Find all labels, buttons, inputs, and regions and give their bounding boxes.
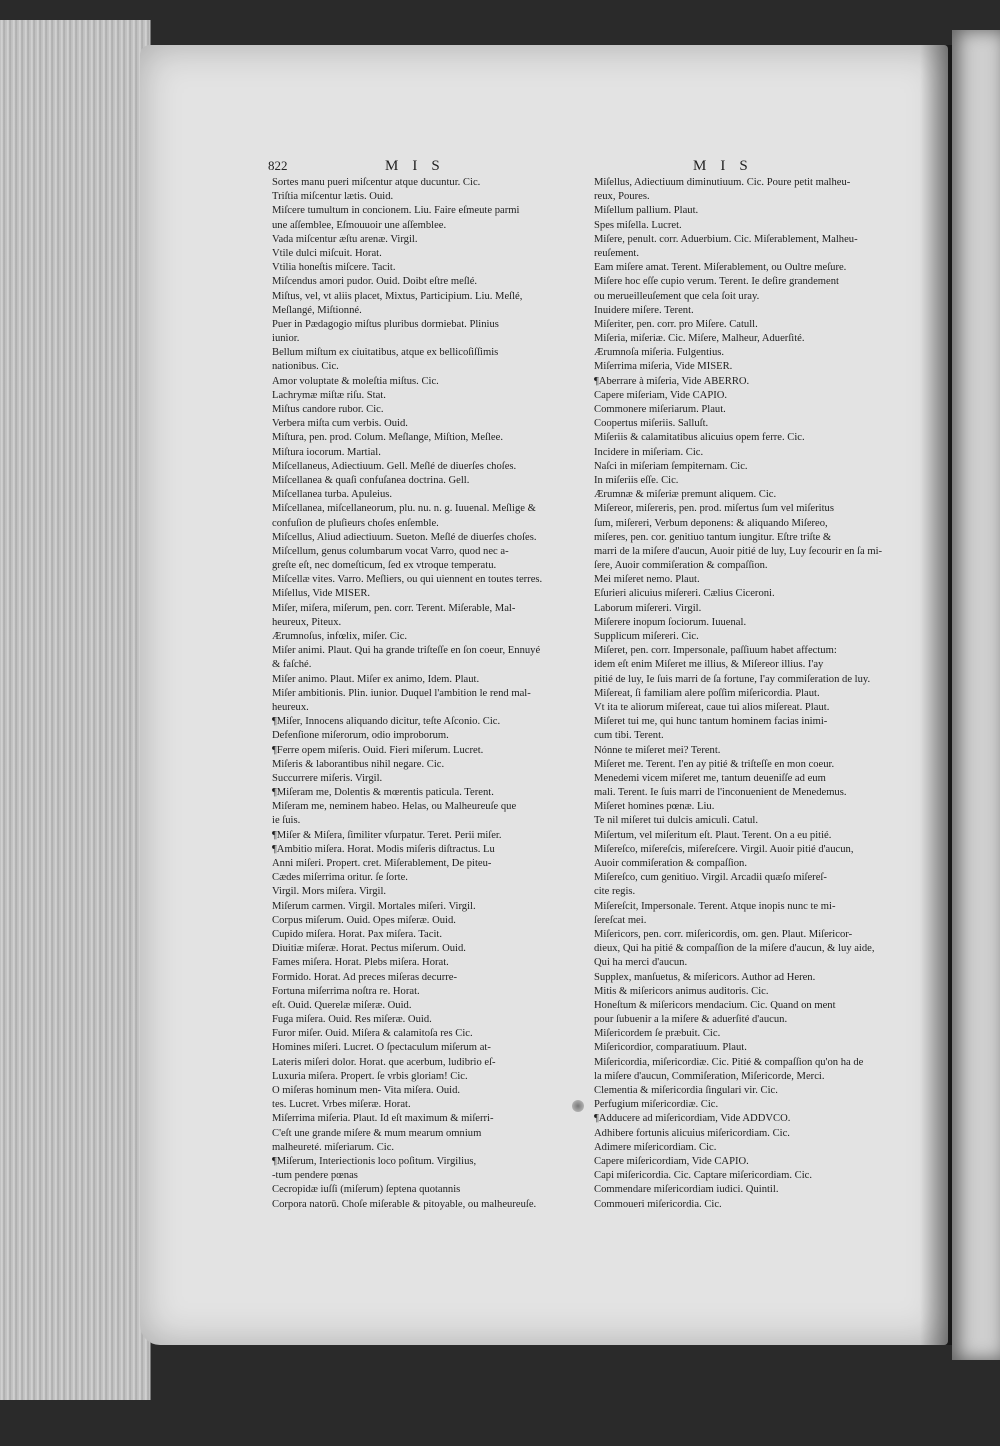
right-column-line: Miſereſcit, Impersonale. Terent. Atque inopis nunc te mi- [594, 900, 836, 912]
left-column-line: heureux, Piteux. [272, 616, 342, 628]
left-column-line: Corpus miſerum. Ouid. Opes miſeræ. Ouid. [272, 914, 456, 926]
left-column-line: ¶Miſeram me, Dolentis & mœrentis paticula. Terent. [272, 787, 494, 799]
left-column-line: Meſlangé, Miſtionné. [272, 304, 362, 316]
left-column-line: Sortes manu pueri miſcentur atque ducuntur. Cic. [272, 177, 481, 188]
left-column-line: Miſeram me, neminem habeo. Helas, ou Malheureuſe que [272, 801, 517, 813]
right-column-line: Miſereat, ſi familiam alere poſſim miſericordia. Plaut. [594, 687, 820, 699]
right-column-line: Capi miſericordia. Cic. Captare miſericordiam. Cic. [594, 1170, 812, 1182]
left-column-line: Triſtia miſcentur lætis. Ouid. [272, 191, 394, 203]
left-column-line: Miſer animo. Plaut. Miſer ex animo, Idem. Plaut. [272, 673, 480, 685]
right-column-line: Miſeria, miſeriæ. Cic. Miſere, Malheur, Aduerſité. [594, 333, 805, 345]
right-column-line: Miſericors, pen. corr. miſericordis, om. gen. Plaut. Miſericor- [594, 928, 853, 940]
left-column-line: Miſerrima miſeria. Plaut. Id eſt maximum & miſerri- [272, 1113, 494, 1125]
right-column-line: Supplicum miſereri. Cic. [594, 631, 699, 642]
right-column-line: Miſeret, pen. corr. Impersonale, paſſiuum habet affectum: [594, 645, 837, 657]
left-column-line: Miſtura, pen. prod. Colum. Meſlange, Miſtion, Meſlee. [272, 432, 503, 444]
left-column-line: malheureté. miſeriarum. Cic. [272, 1141, 395, 1153]
left-column-line: Fortuna miſerrima noſtra re. Horat. [272, 985, 420, 997]
right-column-line: idem eſt enim Miſeret me illius, & Miſereor illius. I'ay [594, 659, 824, 671]
left-column-line: Diuitiæ miſeræ. Horat. Pectus miſerum. Ouid. [272, 943, 466, 955]
right-column-line: Mei miſeret nemo. Plaut. [594, 574, 700, 586]
left-column-line: Miſcellaneus, Adiectiuum. Gell. Meſlé de diuerſes choſes. [272, 460, 517, 472]
right-column-line: Capere miſericordiam, Vide CAPIO. [594, 1155, 749, 1167]
left-column-line: greſte eſt, nec domeſticum, ſed ex vtroque temperatu. [272, 560, 497, 572]
left-column-line: Miſtura iocorum. Martial. [272, 446, 381, 458]
right-column-line: Miſeret homines pœnæ. Liu. [594, 801, 715, 813]
right-column-line: Miſeriter, pen. corr. pro Miſere. Catull. [594, 318, 758, 330]
right-column-line: Capere miſeriam, Vide CAPIO. [594, 389, 728, 401]
left-column-line: Miſcellæ vites. Varro. Meſliers, ou qui uiennent en toutes terres. [272, 574, 543, 586]
left-column-line: iunior. [272, 333, 300, 345]
right-column-line: Naſci in miſeriam ſempiternam. Cic. [594, 460, 748, 472]
right-column-line: marri de la miſere d'aucun, Auoir pitié de luy, Luy ſecourir en ſa mi- [594, 545, 883, 557]
right-column-line: Laborum miſereri. Virgil. [594, 602, 702, 614]
page-number: 822 [268, 158, 288, 173]
left-column-line: Homines miſeri. Lucret. O ſpectaculum miſerum at- [272, 1042, 491, 1054]
right-column-line: Spes miſella. Lucret. [594, 219, 682, 231]
facing-page-edge [952, 30, 1000, 1360]
right-column-line: dieux, Qui ha pitié & compaſſion de la miſere d'aucun, & luy aide, [594, 943, 875, 955]
right-column-line: Miſericordem ſe præbuit. Cic. [594, 1028, 721, 1040]
left-column-line: ¶Ambitio miſera. Horat. Modis miſeris diſtractus. Lu [272, 843, 495, 855]
right-column-line: Miſerrima miſeria, Vide MISER. [594, 361, 733, 373]
right-column-line: Honeſtum & miſericors mendacium. Cic. Quand on ment [594, 999, 836, 1011]
running-head-left: MIS [385, 158, 454, 174]
left-column-line: Miſellus, Vide MISER. [272, 588, 371, 600]
right-column-line: Miſellus, Adiectiuum diminutiuum. Cic. Poure petit malheu- [594, 177, 851, 188]
left-column-line: O miſeras hominum men- Vita miſera. Ouid. [272, 1085, 461, 1096]
left-column-line: Defenſione miſerorum, odio improborum. [272, 730, 449, 742]
left-column-line: ¶Ferre opem miſeris. Ouid. Fieri miſerum. Lucret. [272, 744, 484, 756]
right-column-line: Eam miſere amat. Terent. Miſerablement, ou Oultre meſure. [594, 262, 847, 274]
left-column-line: Verbera miſta cum verbis. Ouid. [272, 418, 408, 430]
left-column-line: Amor voluptate & moleſtia miſtus. Cic. [272, 375, 439, 387]
right-column-line: la miſere d'aucun, Commiſeration, Miſericorde, Merci. [594, 1070, 825, 1082]
left-column-line: nationibus. Cic. [272, 361, 339, 373]
right-column-line: cum tibi. Terent. [594, 730, 664, 742]
left-column-line: Vtilia honeſtis miſcere. Tacit. [272, 262, 396, 274]
right-column-line: Miſeriis & calamitatibus alicuius opem ferre. Cic. [594, 432, 805, 444]
left-column-line: Miſer ambitionis. Plin. iunior. Duquel l'ambition le rend mal- [272, 687, 531, 699]
left-column-line: ¶Miſer & Miſera, ſimiliter vſurpatur. Teret. Perii miſer. [272, 829, 502, 841]
left-column-line: Ærumnoſus, infœlix, miſer. Cic. [272, 631, 408, 642]
right-column-line: ou merueilleuſement que cela ſoit uray. [594, 290, 760, 302]
right-column-line: Auoir commiſeration & compaſſion. [594, 858, 747, 869]
left-column-line: heureux. [272, 701, 309, 713]
right-column-line: ¶Adducere ad miſericordiam, Vide ADDVCO. [594, 1113, 791, 1125]
right-column-line: ¶Aberrare à miſeria, Vide ABERRO. [594, 375, 750, 387]
right-column-line: Miſerere inopum ſociorum. Iuuenal. [594, 616, 747, 628]
book-page-edges [0, 20, 151, 1400]
right-column-line: Clementia & miſericordia ſingulari vir. Cic. [594, 1085, 778, 1096]
right-column-line: Incidere in miſeriam. Cic. [594, 446, 704, 458]
right-column-line: pitié de luy, Ie ſuis marri de ſa fortune, I'ay commiſeration de luy. [594, 673, 871, 685]
left-column-line: Formido. Horat. Ad preces miſeras decurre- [272, 971, 458, 983]
right-column-line: Supplex, manſuetus, & miſericors. Author ad Heren. [594, 971, 816, 983]
right-column-line: Miſertum, vel miſeritum eſt. Plaut. Terent. On a eu pitié. [594, 829, 832, 841]
right-column-line: Adimere miſericordiam. Cic. [594, 1141, 717, 1153]
left-column-line: Miſcellum, genus columbarum vocat Varro, quod nec a- [272, 545, 509, 557]
running-head-right: MIS [693, 158, 762, 174]
left-column-line: eſt. Ouid. Querelæ miſeræ. Ouid. [272, 999, 412, 1011]
right-column-line: Mitis & miſericors animus auditoris. Cic. [594, 985, 769, 997]
right-column-line: Commonere miſeriarum. Plaut. [594, 404, 726, 415]
right-column-line: Miſericordia, miſericordiæ. Cic. Pitié & compaſſion qu'on ha de [594, 1056, 864, 1068]
right-column-line: Qui ha merci d'aucun. [594, 957, 688, 969]
left-column-line: Miſcendus amori pudor. Ouid. Doibt eſtre meſlé. [272, 276, 478, 288]
left-column-line: Miſer animi. Plaut. Qui ha grande triſteſſe en ſon coeur, Ennuyé [272, 645, 541, 657]
right-column-line: Te nil miſeret tui dulcis amiculi. Catul. [594, 815, 759, 827]
left-column-line: Fames miſera. Horat. Plebs miſera. Horat. [272, 957, 449, 969]
left-column-line: Fuga miſera. Ouid. Res miſeræ. Ouid. [272, 1014, 432, 1026]
left-column-line: Corpora natorū. Choſe miſerable & pitoyable, ou malheureuſe. [272, 1198, 537, 1210]
left-column-line: Cupido miſera. Horat. Pax miſera. Tacit. [272, 928, 442, 940]
left-column-line: Miſcellanea & quaſi confuſanea doctrina. Gell. [272, 474, 470, 486]
left-column-line: Lateris miſeri dolor. Horat. que acerbum, ludibrio eſ- [272, 1056, 496, 1068]
right-column-line: Ærumnæ & miſeriæ premunt aliquem. Cic. [594, 489, 777, 501]
left-column-line: Luxuria miſera. Propert. ſe vrbis gloriam! Cic. [272, 1070, 468, 1082]
left-column-line: Cædes miſerrima oritur. ſe ſorte. [272, 872, 408, 884]
right-column-line: reuſement. [594, 247, 640, 259]
right-column-line: Miſere, penult. corr. Aduerbium. Cic. Miſerablement, Malheu- [594, 233, 858, 245]
right-column-line: Menedemi vicem miſeret me, tantum deueniſſe ad eum [594, 772, 826, 784]
left-column-line: tes. Lucret. Vrbes miſeræ. Horat. [272, 1099, 411, 1111]
left-column-line: & faſché. [272, 659, 312, 671]
ink-stain [572, 1100, 584, 1112]
right-column-line: Eſurieri alicuius miſereri. Cælius Ciceroni. [594, 588, 775, 600]
right-column-line: mali. Terent. Ie ſuis marri de l'inconuenient de Menedemus. [594, 787, 847, 799]
left-column-line: une aſſemblee, Eſmouuoir une aſſemblee. [272, 219, 447, 231]
right-column-line: ſere, Auoir commiſeration & compaſſion. [594, 560, 768, 572]
left-column-line: Miſcellanea turba. Apuleius. [272, 489, 393, 501]
left-column-line: ¶Miſer, Innocens aliquando dicitur, teſte Aſconio. Cic. [272, 716, 501, 728]
left-column-line: Miſcellanea, miſcellaneorum, plu. nu. n. g. Iuuenal. Meſlige & [272, 503, 536, 515]
right-column-line: ſum, miſereri, Verbum deponens: & aliquando Miſereo, [594, 517, 828, 529]
left-column-line: Bellum miſtum ex ciuitatibus, atque ex bellicoſiſſimis [272, 347, 499, 359]
left-column-line: Vtile dulci miſcuit. Horat. [272, 247, 382, 259]
left-column-line: Furor miſer. Ouid. Miſera & calamitoſa res Cic. [272, 1028, 473, 1040]
right-column-line: Inuidere miſere. Terent. [594, 304, 694, 316]
right-column-line: Miſereſco, cum genitiuo. Virgil. Arcadii quæſo miſereſ- [594, 872, 827, 884]
left-column-line: Miſeris & laborantibus nihil negare. Cic. [272, 758, 445, 770]
left-column-line: Miſer, miſera, miſerum, pen. corr. Terent. Miſerable, Mal- [272, 602, 516, 614]
right-column-line: ſereſcat mei. [594, 914, 647, 926]
left-column-line: Anni miſeri. Propert. cret. Miſerablement, De piteu- [272, 858, 492, 869]
left-column-line: -tum pendere pœnas [272, 1170, 358, 1182]
right-column-line: reux, Poures. [594, 191, 650, 203]
left-column-line: C'eſt une grande miſere & mum mearum omnium [272, 1127, 482, 1139]
left-column-line: Miſcere tumultum in concionem. Liu. Faire eſmeute parmi [272, 205, 520, 217]
left-column-line: Miſtus candore rubor. Cic. [272, 404, 384, 415]
right-column-line: pour ſubuenir a la miſere & aduerſité d'aucun. [594, 1014, 788, 1026]
right-column-line: Miſere hoc eſſe cupio verum. Terent. Ie deſire grandement [594, 276, 839, 288]
right-column-line: Perfugium miſericordiæ. Cic. [594, 1099, 719, 1111]
left-column-line: confuſion de pluſieurs choſes enſemble. [272, 517, 439, 529]
left-column-line: Lachrymæ miſtæ riſu. Stat. [272, 389, 386, 401]
right-column-line: Miſereſco, miſereſcis, miſereſcere. Virgil. Auoir pitié d'aucun, [594, 843, 854, 855]
right-column-line: miſeres, pen. cor. genitiuo tantum iungitur. Eſtre triſte & [594, 531, 832, 543]
right-column-line: Ærumnoſa miſeria. Fulgentius. [594, 347, 725, 359]
right-column-line: Vt ita te aliorum miſereat, caue tui alios miſereat. Plaut. [594, 701, 830, 713]
right-column-line: Miſeret tui me, qui hunc tantum hominem facias inimi- [594, 716, 828, 728]
left-column-line: Vada miſcentur æſtu arenæ. Virgil. [272, 233, 418, 245]
right-column-line: Coopertus miſeriis. Salluſt. [594, 418, 709, 430]
right-column-line: Miſereor, miſereris, pen. prod. miſertus ſum vel miſeritus [594, 503, 834, 515]
left-column-line: Cecropidæ iuſſi (miſerum) ſeptena quotannis [272, 1184, 461, 1196]
binding-gutter [920, 45, 952, 1345]
right-column-line: Commoueri miſericordia. Cic. [594, 1198, 722, 1210]
right-column-line: Miſericordior, comparatiuum. Plaut. [594, 1042, 747, 1054]
right-column-line: Nónne te miſeret mei? Terent. [594, 744, 721, 756]
left-column-line: ie ſuis. [272, 815, 301, 827]
right-column-line: cite regis. [594, 886, 636, 898]
left-column-line: Virgil. Mors miſera. Virgil. [272, 886, 387, 898]
left-column-line: ¶Miſerum, Interiectionis loco poſitum. Virgilius, [272, 1155, 477, 1167]
left-column-line: Puer in Pædagogio miſtus pluribus dormiebat. Plinius [272, 318, 499, 330]
left-column-line: Miſerum carmen. Virgil. Mortales miſeri. Virgil. [272, 900, 476, 912]
right-column-line: Miſellum pallium. Plaut. [594, 205, 699, 217]
left-column-line: Succurrere miſeris. Virgil. [272, 772, 383, 784]
right-column-line: Commendare miſericordiam iudici. Quintil. [594, 1184, 779, 1196]
right-column-line: In miſeriis eſſe. Cic. [594, 474, 679, 486]
right-column-line: Miſeret me. Terent. I'en ay pitié & triſteſſe en mon coeur. [594, 758, 835, 770]
right-column-line: Adhibere fortunis alicuius miſericordiam. Cic. [594, 1127, 790, 1139]
left-column-line: Miſtus, vel, vt aliis placet, Mixtus, Participium. Liu. Meſlé, [272, 290, 523, 302]
left-text-column [272, 176, 572, 1212]
right-text-column [594, 176, 914, 1212]
left-column-line: Miſcellus, Aliud adiectiuum. Sueton. Meſlé de diuerſes choſes. [272, 531, 537, 543]
